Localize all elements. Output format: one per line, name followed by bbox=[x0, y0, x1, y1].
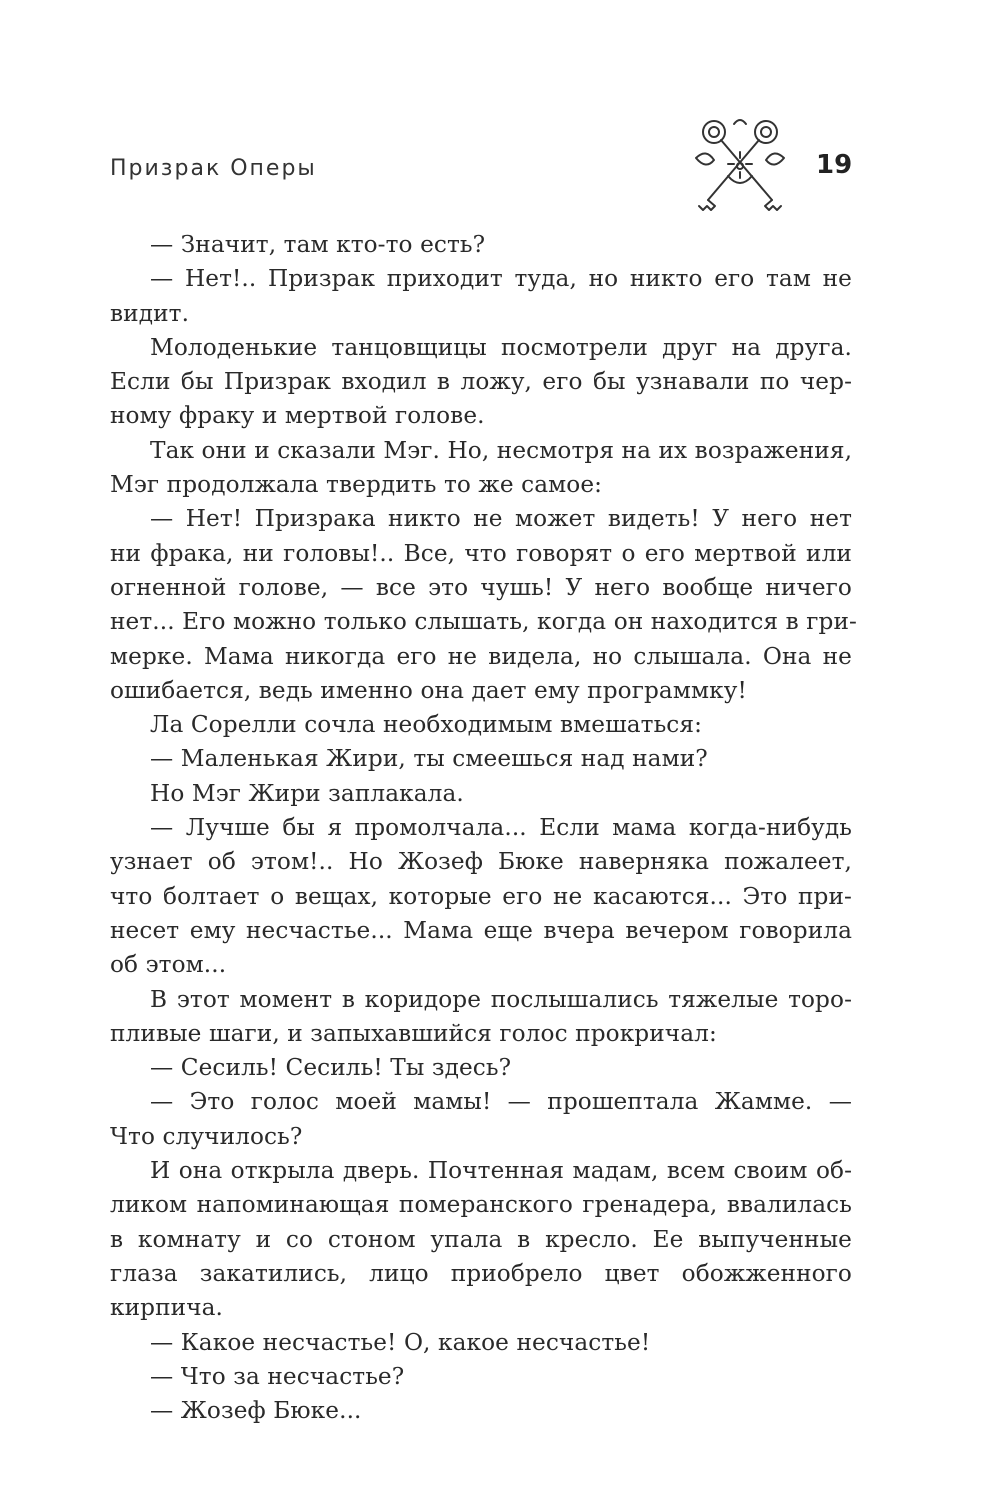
page-number: 19 bbox=[816, 150, 853, 180]
text-line: — Нет! Призрака никто не может видеть! У него нет bbox=[150, 505, 852, 533]
text-line: — Сесиль! Сесиль! Ты здесь? bbox=[150, 1054, 512, 1082]
crossed-keys-icon bbox=[688, 112, 792, 216]
text-line: ошибается, ведь именно она дает ему программку! bbox=[110, 676, 747, 704]
text-line: в комнату и со стоном упала в кресло. Ее выпученные bbox=[110, 1225, 852, 1253]
text-line: несет ему несчастье... Мама еще вчера вечером говорила bbox=[110, 916, 852, 944]
text-line: — Нет!.. Призрак приходит туда, но никто его там не bbox=[150, 265, 852, 293]
text-line: ликом напоминающая померанского гренадера, ввалилась bbox=[110, 1191, 852, 1219]
text-line: ному фраку и мертвой голове. bbox=[110, 402, 485, 430]
text-line: Но Мэг Жири заплакала. bbox=[150, 779, 464, 807]
text-line: ни фрака, ни головы!.. Все, что говорят о его мертвой или bbox=[110, 539, 852, 567]
text-line: глаза закатились, лицо приобрело цвет обожженного bbox=[110, 1259, 852, 1287]
text-line: Молоденькие танцовщицы посмотрели друг на друга. bbox=[150, 333, 852, 361]
text-line: — Что за несчастье? bbox=[150, 1362, 405, 1390]
text-line: пливые шаги, и запыхавшийся голос прокричал: bbox=[110, 1019, 717, 1047]
text-line: Если бы Призрак входил в ложу, его бы узнавали по чер- bbox=[110, 368, 852, 396]
text-line: — Лучше бы я промолчала... Если мама когда-нибудь bbox=[150, 814, 852, 842]
text-line: мерке. Мама никогда его не видела, но слышала. Она не bbox=[110, 642, 852, 670]
text-line: кирпича. bbox=[110, 1294, 224, 1322]
body-text bbox=[110, 228, 857, 1428]
text-line: об этом... bbox=[110, 951, 227, 979]
text-line: узнает об этом!.. Но Жозеф Бюке наверняка пожалеет, bbox=[110, 848, 852, 876]
text-line: И она открыла дверь. Почтенная мадам, всем своим об- bbox=[150, 1157, 852, 1185]
text-line: нет... Его можно только слышать, когда он находится в гри- bbox=[110, 608, 857, 636]
text-line: — Какое несчастье! О, какое несчастье! bbox=[150, 1328, 651, 1356]
text-line: Так они и сказали Мэг. Но, несмотря на их возражения, bbox=[150, 436, 853, 464]
text-line: огненной голове, — все это чушь! У него вообще ничего bbox=[110, 573, 852, 601]
text-line: Мэг продолжала твердить то же самое: bbox=[110, 471, 603, 499]
text-line: Что случилось? bbox=[110, 1122, 303, 1150]
running-title: Призрак Оперы bbox=[110, 156, 317, 181]
text-line: Ла Сорелли сочла необходимым вмешаться: bbox=[150, 711, 703, 739]
text-line: В этот момент в коридоре послышались тяжелые торо- bbox=[150, 985, 852, 1013]
text-line: — Маленькая Жири, ты смеешься над нами? bbox=[150, 745, 708, 773]
text-line: видит. bbox=[110, 299, 190, 327]
text-line: что болтает о вещах, которые его не касаются... Это при- bbox=[110, 882, 852, 910]
text-line: — Жозеф Бюке... bbox=[150, 1397, 362, 1425]
text-line: — Значит, там кто-то есть? bbox=[150, 231, 486, 258]
text-line: — Это голос моей мамы! — прошептала Жамме. — bbox=[150, 1088, 852, 1116]
